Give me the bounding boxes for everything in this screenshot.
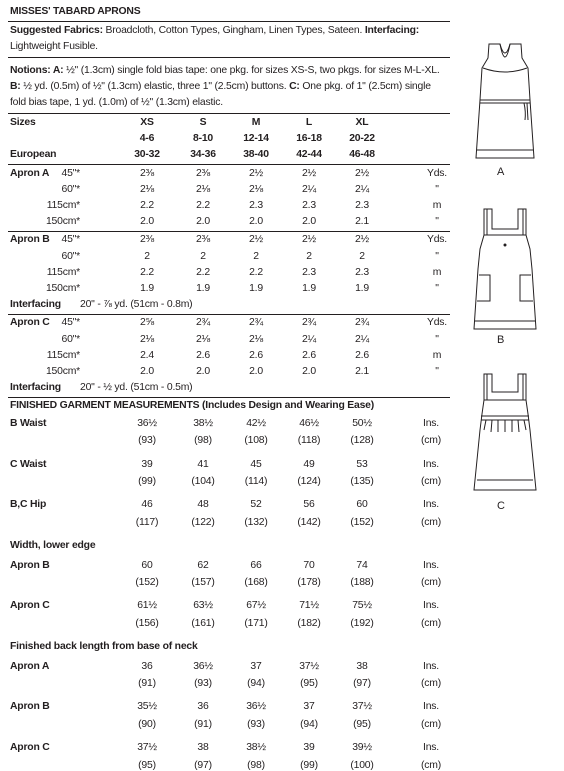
yardage-value: 2½ bbox=[301, 167, 317, 179]
yardage-value: 2.1 bbox=[355, 216, 369, 228]
measurement-ins: 36½ bbox=[137, 417, 157, 429]
interfacing-label: Interfacing bbox=[10, 299, 61, 311]
measurement-ins: 70 bbox=[303, 559, 315, 571]
measurement-ins: 38½ bbox=[193, 417, 213, 429]
yardage-value: 2.3 bbox=[355, 266, 369, 278]
sizes-label: Sizes bbox=[10, 117, 36, 128]
measurement-cm: (152) bbox=[135, 577, 159, 589]
fabrics-line2: Lightweight Fusible. bbox=[10, 41, 98, 52]
measurement-ins: 48 bbox=[197, 499, 209, 511]
notions-c-label: C: bbox=[289, 81, 300, 92]
measurement-name: B,C Hip bbox=[10, 499, 47, 511]
yardage-value: 2.3 bbox=[302, 200, 316, 211]
measurement-cm: (157) bbox=[191, 577, 215, 589]
measurement-cm: (99) bbox=[138, 476, 156, 488]
apron-name: Apron B bbox=[10, 234, 50, 246]
measurement-cm: (94) bbox=[247, 678, 265, 690]
measurement-ins: 74 bbox=[356, 559, 368, 571]
yardage-value: 2¼ bbox=[301, 183, 317, 195]
measurement-ins: 53 bbox=[356, 458, 368, 470]
measurement-cm: (95) bbox=[353, 719, 371, 731]
yardage-value: 2⅛ bbox=[139, 333, 155, 345]
measurement-cm: (188) bbox=[350, 577, 374, 589]
measurement-cm: (178) bbox=[297, 577, 321, 589]
yardage-value: 2.0 bbox=[196, 216, 210, 228]
yardage-value: 2.0 bbox=[249, 216, 263, 228]
measurement-cm: (97) bbox=[353, 678, 371, 690]
divider bbox=[8, 113, 450, 114]
unit-cm: (cm) bbox=[421, 476, 441, 488]
unit-cm: (cm) bbox=[421, 618, 441, 630]
yardage-value: 2½ bbox=[354, 167, 370, 179]
fabric-width: 150cm* bbox=[45, 216, 80, 228]
yardage-value: 2.6 bbox=[249, 349, 263, 361]
fabrics-label: Suggested Fabrics: bbox=[10, 25, 103, 36]
interfacing-label: Interfacing: bbox=[364, 25, 420, 36]
yardage-value: 2 bbox=[253, 250, 259, 262]
measurement-cm: (98) bbox=[247, 760, 265, 771]
yardage-value: 2 bbox=[200, 250, 206, 262]
apron-c-illustration bbox=[470, 370, 540, 495]
divider bbox=[8, 397, 450, 398]
measurement-ins: 37 bbox=[250, 660, 262, 672]
yardage-unit: m bbox=[432, 200, 442, 211]
yardage-value: 2¾ bbox=[195, 317, 211, 329]
measurement-cm: (93) bbox=[194, 678, 212, 690]
yardage-value: 2.6 bbox=[355, 349, 369, 361]
measurement-ins: 37½ bbox=[137, 742, 157, 754]
notions-line3: fold bias tape, 1 yd. (1.0m) of ½" (1.3cm) elastic. bbox=[10, 97, 223, 108]
yardage-value: 2⅜ bbox=[195, 167, 211, 179]
fabric-width: 150cm* bbox=[45, 283, 80, 294]
yardage-value: 2¾ bbox=[354, 317, 370, 329]
measurement-cm: (100) bbox=[350, 760, 374, 771]
measurement-cm: (94) bbox=[300, 719, 318, 731]
apron-b-label: B bbox=[497, 334, 505, 346]
yardage-value: 2.3 bbox=[302, 266, 316, 278]
measurement-ins: 39½ bbox=[352, 742, 372, 754]
interfacing-amount: 20" - ½ yd. (51cm - 0.5m) bbox=[80, 382, 193, 394]
measurement-cm: (104) bbox=[191, 476, 215, 488]
yardage-value: 2.4 bbox=[140, 349, 154, 361]
measurement-cm: (90) bbox=[138, 719, 156, 731]
yardage-value: 2½ bbox=[301, 234, 317, 246]
yardage-value: 2¼ bbox=[354, 183, 370, 195]
measurement-ins: 36½ bbox=[246, 701, 266, 713]
fabric-width: 60"* bbox=[61, 333, 80, 345]
measurement-cm: (97) bbox=[194, 760, 212, 771]
unit-cm: (cm) bbox=[421, 719, 441, 731]
apron-a-illustration bbox=[470, 40, 540, 165]
unit-ins: Ins. bbox=[423, 559, 439, 571]
interfacing-label: Interfacing bbox=[10, 382, 61, 394]
measurement-cm: (192) bbox=[350, 618, 374, 630]
yardage-value: 2.2 bbox=[249, 266, 263, 278]
yardage-value: 2.0 bbox=[140, 216, 154, 228]
measurement-cm: (128) bbox=[350, 435, 374, 447]
fabric-width: 150cm* bbox=[45, 366, 80, 377]
yardage-value: 2¾ bbox=[301, 317, 317, 329]
size-us: 8-10 bbox=[193, 133, 213, 145]
measurement-ins: 39 bbox=[141, 458, 153, 470]
measurement-name: Apron B bbox=[10, 559, 50, 571]
measurement-ins: 36½ bbox=[193, 660, 213, 672]
size-letter: M bbox=[251, 117, 261, 128]
yardage-value: 2½ bbox=[248, 167, 264, 179]
measurement-ins: 50½ bbox=[352, 417, 372, 429]
measurement-cm: (91) bbox=[138, 678, 156, 690]
yardage-value: 1.9 bbox=[140, 283, 154, 294]
notions-label: Notions: A: bbox=[10, 65, 64, 76]
fabric-width: 115cm* bbox=[46, 266, 80, 278]
size-us: 16-18 bbox=[296, 133, 322, 145]
yardage-value: 2½ bbox=[354, 234, 370, 246]
measurement-ins: 62 bbox=[197, 559, 209, 571]
yardage-unit: m bbox=[432, 349, 442, 361]
notions-c-text: One pkg. of 1" (2.5cm) single bbox=[299, 81, 431, 92]
measurement-cm: (132) bbox=[244, 517, 268, 529]
measurement-ins: 52 bbox=[250, 499, 262, 511]
measurement-ins: 66 bbox=[250, 559, 262, 571]
yardage-value: 2¾ bbox=[248, 317, 264, 329]
measurement-cm: (108) bbox=[244, 435, 268, 447]
size-us: 20-22 bbox=[349, 133, 375, 145]
european-label: European bbox=[10, 149, 57, 161]
yardage-value: 2⅛ bbox=[195, 183, 211, 195]
yardage-value: 2.1 bbox=[355, 366, 369, 377]
fabric-width: 60"* bbox=[61, 183, 80, 195]
unit-cm: (cm) bbox=[421, 577, 441, 589]
yardage-value: 2⅛ bbox=[248, 183, 264, 195]
measurement-ins: 37 bbox=[303, 701, 315, 713]
measurement-ins: 37½ bbox=[299, 660, 319, 672]
measurement-ins: 38 bbox=[356, 660, 368, 672]
yardage-value: 2⅝ bbox=[139, 317, 155, 329]
measurement-cm: (124) bbox=[297, 476, 321, 488]
size-eu: 34-36 bbox=[190, 149, 216, 161]
yardage-value: 1.9 bbox=[249, 283, 263, 294]
yardage-value: 2.0 bbox=[249, 366, 263, 377]
notions-b-label: B: bbox=[10, 81, 21, 92]
measurement-cm: (93) bbox=[247, 719, 265, 731]
measurement-ins: 46 bbox=[141, 499, 153, 511]
yardage-value: 2.0 bbox=[196, 366, 210, 377]
unit-cm: (cm) bbox=[421, 517, 441, 529]
unit-ins: Ins. bbox=[423, 417, 439, 429]
yardage-value: 1.9 bbox=[355, 283, 369, 294]
measurement-ins: 42½ bbox=[246, 417, 266, 429]
fabric-width: 115cm* bbox=[46, 349, 80, 361]
yardage-unit: Yds. bbox=[427, 167, 447, 179]
measurement-ins: 49 bbox=[303, 458, 315, 470]
divider bbox=[8, 57, 450, 58]
measurement-cm: (168) bbox=[244, 577, 268, 589]
measurement-cm: (93) bbox=[138, 435, 156, 447]
fabric-width: 45"* bbox=[61, 234, 80, 246]
measurement-ins: 45 bbox=[250, 458, 262, 470]
measurement-cm: (118) bbox=[297, 435, 321, 447]
yardage-value: 2.2 bbox=[196, 200, 210, 211]
yardage-unit: " bbox=[435, 283, 439, 294]
yardage-unit: " bbox=[435, 333, 439, 345]
yardage-value: 2.2 bbox=[196, 266, 210, 278]
measurement-ins: 36 bbox=[197, 701, 209, 713]
notions-line2 bbox=[10, 81, 431, 92]
yardage-unit: " bbox=[435, 250, 439, 262]
measurement-name: Apron C bbox=[10, 600, 50, 612]
yardage-value: 2⅛ bbox=[248, 333, 264, 345]
yardage-value: 2.3 bbox=[355, 200, 369, 211]
measurement-cm: (99) bbox=[300, 760, 318, 771]
measurement-ins: 71½ bbox=[299, 600, 319, 612]
unit-ins: Ins. bbox=[423, 660, 439, 672]
size-eu: 42-44 bbox=[296, 149, 322, 161]
notions-text: ½" (1.3cm) single fold bias tape: one pkg. for sizes XS-S, two pkgs. for sizes M-L-XL. bbox=[63, 65, 440, 76]
yardage-value: 2⅛ bbox=[195, 333, 211, 345]
unit-ins: Ins. bbox=[423, 701, 439, 713]
yardage-value: 2.3 bbox=[249, 200, 263, 211]
measurement-name: Apron C bbox=[10, 742, 50, 754]
yardage-value: 2⅜ bbox=[139, 234, 155, 246]
suggested-fabrics bbox=[10, 25, 419, 36]
yardage-value: 2.0 bbox=[302, 366, 316, 377]
divider bbox=[8, 314, 450, 315]
yardage-unit: Yds. bbox=[427, 317, 447, 329]
yardage-value: 1.9 bbox=[196, 283, 210, 294]
unit-cm: (cm) bbox=[421, 678, 441, 690]
size-letter: S bbox=[199, 117, 207, 128]
measurement-name: Apron A bbox=[10, 660, 50, 672]
finished-title: FINISHED GARMENT MEASUREMENTS (Includes Design and Wearing Ease) bbox=[10, 400, 375, 412]
measurement-ins: 60 bbox=[141, 559, 153, 571]
apron-c-label: C bbox=[497, 500, 505, 512]
measurement-name: C Waist bbox=[10, 458, 47, 470]
yardage-value: 2.6 bbox=[302, 349, 316, 361]
yardage-value: 2.6 bbox=[196, 349, 210, 361]
yardage-value: 2⅛ bbox=[139, 183, 155, 195]
measurement-cm: (142) bbox=[297, 517, 321, 529]
measurement-ins: 38 bbox=[197, 742, 209, 754]
measurement-cm: (171) bbox=[244, 618, 268, 630]
measurement-cm: (91) bbox=[194, 719, 212, 731]
measurement-cm: (122) bbox=[191, 517, 215, 529]
yardage-value: 2 bbox=[306, 250, 312, 262]
size-letter: L bbox=[305, 117, 313, 128]
measurement-cm: (95) bbox=[300, 678, 318, 690]
width-title: Width, lower edge bbox=[10, 540, 96, 552]
measurement-ins: 75½ bbox=[352, 600, 372, 612]
yardage-value: 2 bbox=[359, 250, 365, 262]
measurement-cm: (135) bbox=[350, 476, 374, 488]
fabric-width: 45"* bbox=[61, 167, 80, 179]
divider bbox=[8, 21, 450, 22]
yardage-unit: " bbox=[435, 366, 439, 377]
fabric-width: 60"* bbox=[61, 250, 80, 262]
apron-name: Apron C bbox=[10, 317, 50, 329]
unit-ins: Ins. bbox=[423, 742, 439, 754]
divider bbox=[8, 164, 450, 165]
yardage-value: 2⅜ bbox=[195, 234, 211, 246]
measurement-ins: 56 bbox=[303, 499, 315, 511]
yardage-value: 2.0 bbox=[140, 366, 154, 377]
measurement-cm: (182) bbox=[297, 618, 321, 630]
measurement-ins: 39 bbox=[303, 742, 315, 754]
notions-b-text: ½ yd. (0.5m) of ½" (1.3cm) elastic, three 1" (2.5cm) buttons. bbox=[20, 81, 290, 92]
apron-name: Apron A bbox=[10, 167, 50, 179]
unit-ins: Ins. bbox=[423, 600, 439, 612]
size-eu: 30-32 bbox=[134, 149, 160, 161]
measurement-cm: (117) bbox=[135, 517, 159, 529]
yardage-value: 2¼ bbox=[301, 333, 317, 345]
size-us: 12-14 bbox=[243, 133, 269, 145]
apron-b-illustration bbox=[470, 205, 540, 335]
measurement-ins: 61½ bbox=[137, 600, 157, 612]
fabric-width: 115cm* bbox=[46, 200, 80, 211]
measurement-ins: 35½ bbox=[137, 701, 157, 713]
yardage-value: 1.9 bbox=[302, 283, 316, 294]
size-us: 4-6 bbox=[139, 133, 155, 145]
measurement-cm: (114) bbox=[244, 476, 268, 488]
unit-ins: Ins. bbox=[423, 499, 439, 511]
size-eu: 46-48 bbox=[349, 149, 375, 161]
measurement-cm: (152) bbox=[350, 517, 374, 529]
measurement-cm: (98) bbox=[194, 435, 212, 447]
notions-line1 bbox=[10, 65, 440, 76]
measurement-ins: 60 bbox=[356, 499, 368, 511]
length-title: Finished back length from base of neck bbox=[10, 641, 198, 653]
size-letter: XS bbox=[140, 117, 154, 128]
yardage-unit: m bbox=[432, 266, 442, 278]
yardage-value: 2 bbox=[144, 250, 150, 262]
size-eu: 38-40 bbox=[243, 149, 269, 161]
yardage-value: 2½ bbox=[248, 234, 264, 246]
measurement-ins: 41 bbox=[197, 458, 209, 470]
measurement-ins: 36 bbox=[141, 660, 153, 672]
page-title: MISSES' TABARD APRONS bbox=[10, 6, 141, 17]
interfacing-amount: 20" - ⅞ yd. (51cm - 0.8m) bbox=[80, 299, 193, 311]
unit-ins: Ins. bbox=[423, 458, 439, 470]
measurement-name: Apron B bbox=[10, 701, 50, 713]
measurement-ins: 67½ bbox=[246, 600, 266, 612]
yardage-unit: " bbox=[435, 183, 439, 195]
size-letter: XL bbox=[355, 117, 369, 128]
measurement-cm: (95) bbox=[138, 760, 156, 771]
yardage-unit: Yds. bbox=[427, 234, 447, 246]
measurement-name: B Waist bbox=[10, 417, 47, 429]
yardage-value: 2.2 bbox=[140, 266, 154, 278]
measurement-cm: (161) bbox=[191, 618, 215, 630]
fabrics-text: Broadcloth, Cotton Types, Gingham, Linen Types, Sateen. bbox=[102, 25, 365, 36]
measurement-cm: (156) bbox=[135, 618, 159, 630]
yardage-value: 2.0 bbox=[302, 216, 316, 228]
yardage-value: 2¼ bbox=[354, 333, 370, 345]
yardage-unit: " bbox=[435, 216, 439, 228]
fabric-width: 45"* bbox=[61, 317, 80, 329]
yardage-value: 2⅜ bbox=[139, 167, 155, 179]
measurement-ins: 38½ bbox=[246, 742, 266, 754]
divider bbox=[8, 231, 450, 232]
unit-cm: (cm) bbox=[421, 760, 441, 771]
unit-cm: (cm) bbox=[421, 435, 441, 447]
yardage-value: 2.2 bbox=[140, 200, 154, 211]
apron-a-label: A bbox=[497, 166, 505, 178]
measurement-ins: 37½ bbox=[352, 701, 372, 713]
measurement-ins: 46½ bbox=[299, 417, 319, 429]
measurement-ins: 63½ bbox=[193, 600, 213, 612]
